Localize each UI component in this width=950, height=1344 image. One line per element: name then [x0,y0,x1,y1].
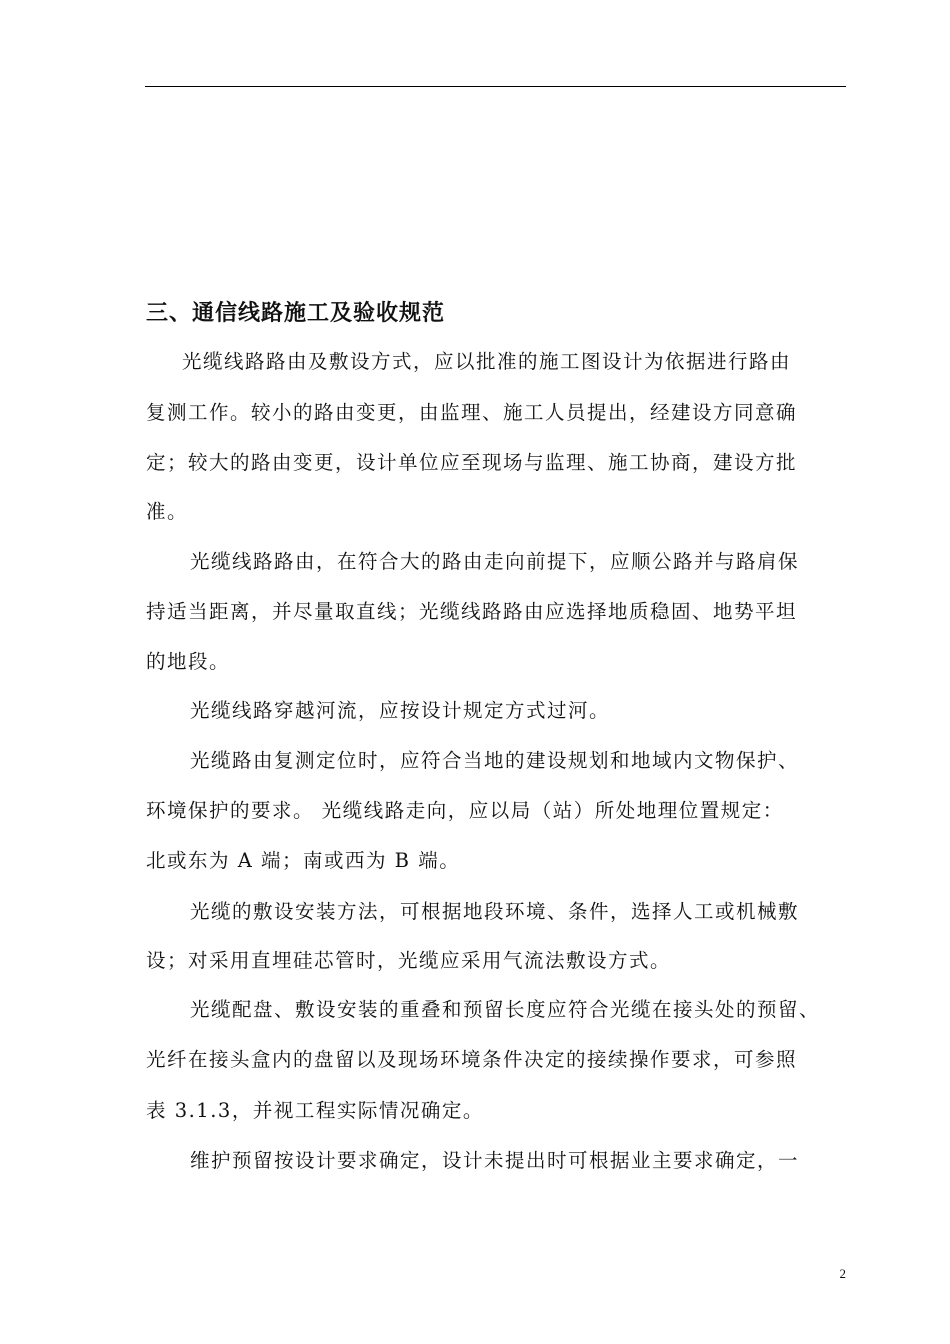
paragraph-line: 定；较大的路由变更，设计单位应至现场与监理、施工协商，建设方批 [146,451,798,474]
paragraph-line: 维护预留按设计要求确定，设计未提出时可根据业主要求确定，一 [190,1149,800,1172]
paragraph-line: 光缆配盘、敷设安装的重叠和预留长度应符合光缆在接头处的预留、 [190,998,821,1021]
paragraph-line: 北或东为 A 端；南或西为 B 端。 [146,849,461,872]
paragraph-line: 持适当距离，并尽量取直线；光缆线路路由应选择地质稳固、地势平坦 [146,600,798,623]
page-number: 2 [839,1266,846,1281]
paragraph-line: 光缆线路穿越河流，应按设计规定方式过河。 [190,699,611,722]
paragraph-line: 设；对采用直埋硅芯管时，光缆应采用气流法敷设方式。 [146,949,672,972]
paragraph-line: 光缆路由复测定位时，应符合当地的建设规划和地域内文物保护、 [190,749,800,772]
paragraph-line: 表 3.1.3，并视工程实际情况确定。 [146,1099,484,1122]
paragraph-line: 光缆线路路由，在符合大的路由走向前提下，应顺公路并与路肩保 [190,550,800,573]
paragraph-line: 环境保护的要求。 光缆线路走向，应以局（站）所处地理位置规定： [146,799,784,822]
paragraph-line: 准。 [146,500,189,523]
paragraph-line: 光缆的敷设安装方法，可根据地段环境、条件，选择人工或机械敷 [190,900,800,923]
header-rule [145,86,846,87]
paragraph-line: 光纤在接头盒内的盘留以及现场环境条件决定的接续操作要求，可参照 [146,1048,798,1071]
paragraph-line: 复测工作。较小的路由变更，由监理、施工人员提出，经建设方同意确 [146,401,798,424]
paragraph-line: 的地段。 [146,650,231,673]
paragraph-line: 光缆线路路由及敷设方式，应以批准的施工图设计为依据进行路由 [182,350,792,373]
section-heading: 三、通信线路施工及验收规范 [146,301,446,326]
